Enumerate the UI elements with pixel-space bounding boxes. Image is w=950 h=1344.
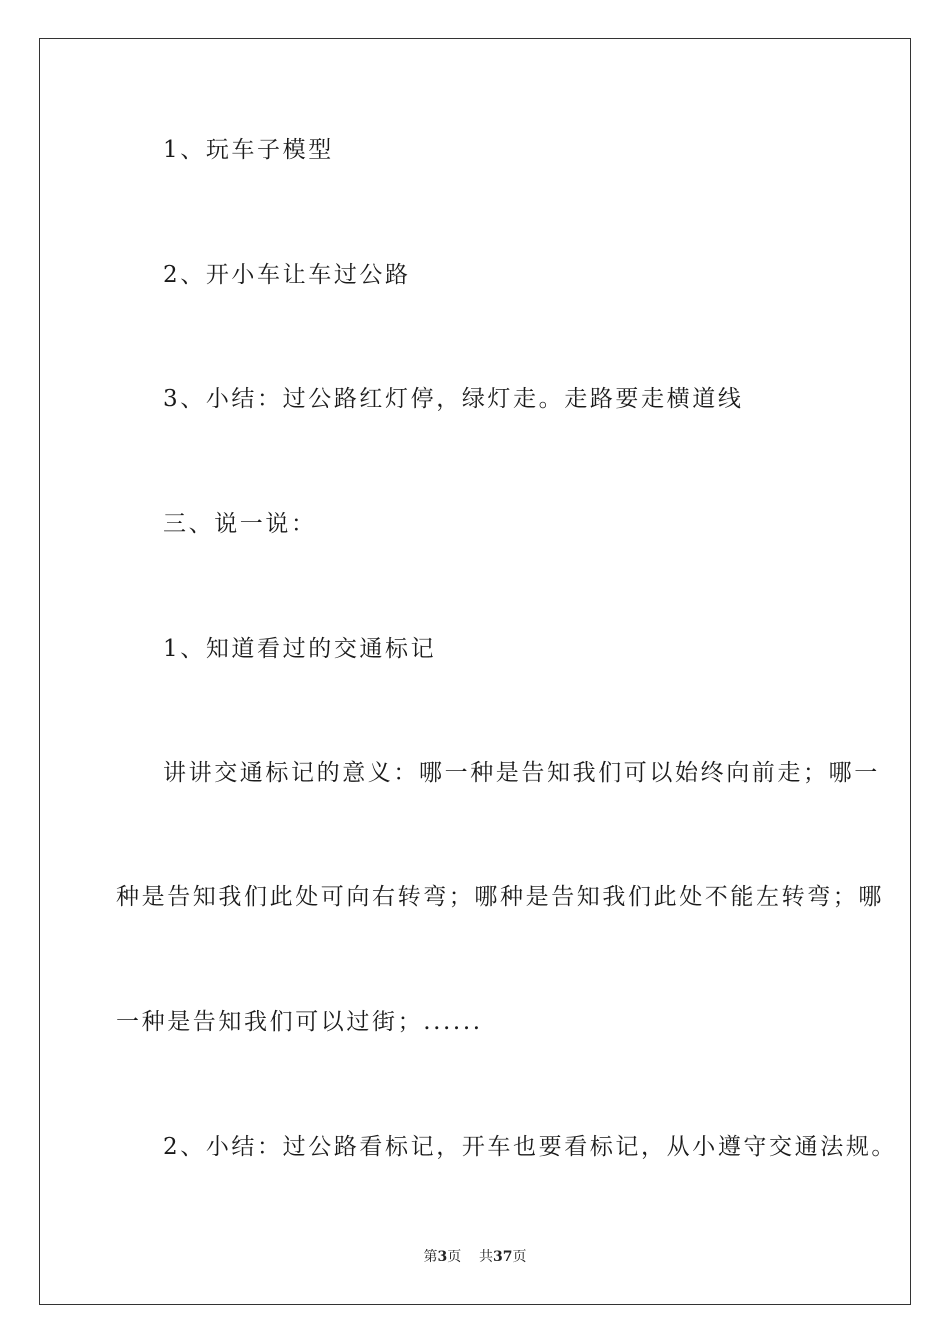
list-item-play-car-models: 1、玩车子模型 xyxy=(163,137,334,163)
page-frame xyxy=(39,38,911,1305)
footer-total-pages: 37 xyxy=(493,1249,513,1265)
footer-prefix: 第 xyxy=(423,1249,438,1265)
paragraph-sign-meaning-line-1: 讲讲交通标记的意义：哪一种是告知我们可以始终向前走；哪一 xyxy=(163,760,880,786)
footer-suffix: 页 xyxy=(512,1249,527,1265)
paragraph-sign-meaning-line-3: 一种是告知我们可以过街；...... xyxy=(116,1009,483,1035)
list-item-summary-traffic-lights: 3、小结：过公路红灯停，绿灯走。走路要走横道线 xyxy=(163,386,744,412)
page-footer xyxy=(0,1247,950,1267)
footer-page-number: 3 xyxy=(437,1249,448,1265)
footer-middle: 页 共 xyxy=(447,1249,494,1265)
section-heading-say: 三、说一说： xyxy=(163,511,317,537)
list-item-summary-obey-rules: 2、小结：过公路看标记，开车也要看标记，从小遵守交通法规。 xyxy=(163,1134,898,1160)
paragraph-sign-meaning-line-2: 种是告知我们此处可向右转弯；哪种是告知我们此处不能左转弯；哪 xyxy=(116,884,884,910)
list-item-know-traffic-signs: 1、知道看过的交通标记 xyxy=(163,636,437,662)
list-item-drive-car-cross-road: 2、开小车让车过公路 xyxy=(163,262,411,288)
